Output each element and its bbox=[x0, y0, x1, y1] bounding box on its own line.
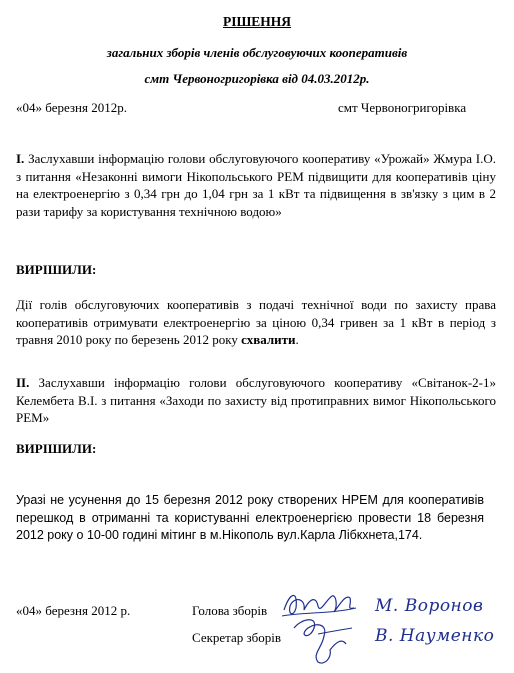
section-2-decision: Уразі не усунення до 15 березня 2012 року створених НРЕМ для кооперативів перешкод в отриманні та користуванні електроенергією провести 18 березня 2012 року о 10-00 годині мітинг в м.Нікополь вул.Карла Лібкхнета,174. bbox=[16, 493, 484, 542]
chair-name-handwritten: М. Воронов bbox=[375, 596, 484, 616]
section-1-body: Заслухавши інформацію голови обслуговуючого кооперативу «Урожай» Жмура І.О. з питання «Незаконні вимоги Нікопольського РЕМ підвищити для кооперативів ціну на електроенергію з 0,34 грн до 1,04 грн за 1 кВт та підвищення в зв'язку з цим в 2 рази тарифу за користування технічною водою» bbox=[16, 151, 496, 219]
chair-label: Голова зборів bbox=[192, 603, 268, 618]
section-1-numeral: I. bbox=[16, 151, 25, 166]
secretary-signature bbox=[288, 614, 358, 670]
section-2-heading: ВИРІШИЛИ: bbox=[16, 441, 97, 456]
document-subtitle-date: смт Червоногригорівка від 04.03.2012р. bbox=[144, 71, 370, 86]
dateline-place: смт Червоногригорівка bbox=[338, 100, 467, 115]
signature-date: «04» березня 2012 р. bbox=[16, 603, 131, 618]
section-2-numeral: II. bbox=[16, 375, 30, 390]
document-subtitle: загальних зборів членів обслуговуючих кооперативів bbox=[106, 45, 408, 60]
section-1-decision-text: Дії голів обслуговуючих кооперативів з подачі технічної води по захисту права кооперативів отримувати електроенергію за ціною 0,34 гривен за 1 кВт в період з травня 2010 року по березень 2012 року bbox=[16, 297, 496, 347]
document-title: РІШЕННЯ bbox=[222, 14, 292, 29]
section-2-body: Заслухавши інформацію голови обслуговуючого кооперативу «Світанок-2-1» Келембета В.І. з питання «Заходи по захисту від протиправних вимог Нікопольського РЕМ» bbox=[16, 375, 496, 425]
dateline-date: «04» березня 2012р. bbox=[16, 100, 127, 115]
section-1-text bbox=[16, 150, 496, 220]
section-1-decision-emphasis: схвалити bbox=[241, 332, 296, 347]
section-1-decision-end: . bbox=[295, 332, 299, 347]
secretary-name-handwritten: В. Науменко bbox=[375, 626, 495, 646]
section-2-text bbox=[16, 374, 496, 427]
section-1-decision bbox=[16, 296, 496, 349]
section-1-heading: ВИРІШИЛИ: bbox=[16, 262, 97, 277]
secretary-label: Секретар зборів bbox=[192, 630, 282, 645]
